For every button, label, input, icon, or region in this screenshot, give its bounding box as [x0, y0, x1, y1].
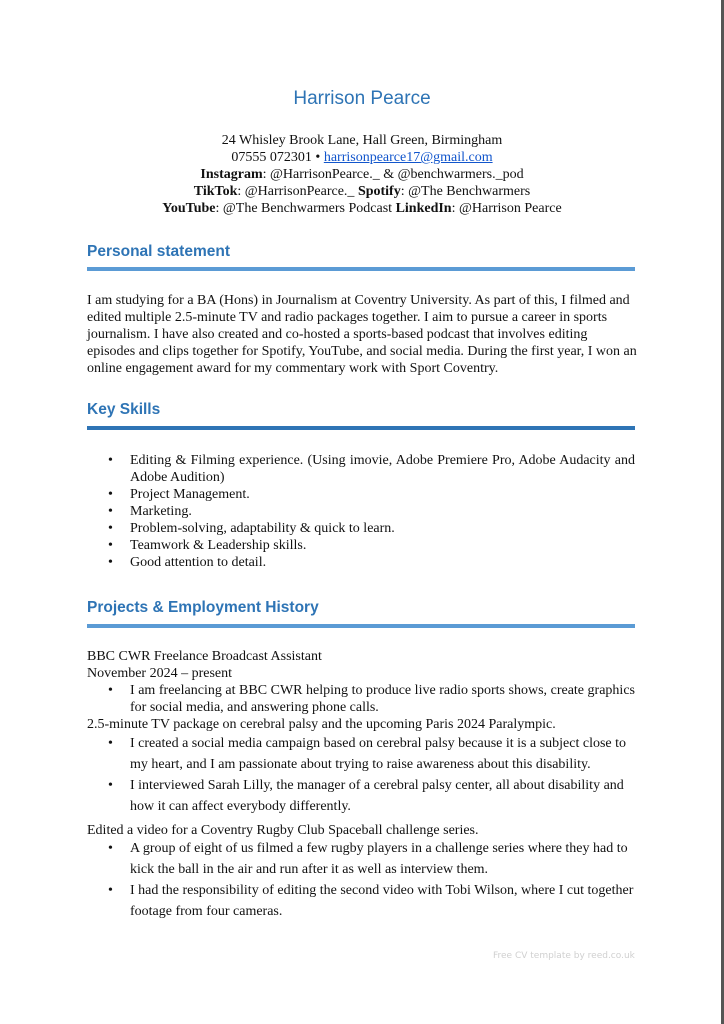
- list-item: • Editing & Filming experience. (Using imovie, Adobe Premiere Pro, Adobe Audacity and Adobe Audition): [87, 452, 635, 486]
- separator: •: [315, 150, 321, 165]
- tiktok-spotify-line: [0, 183, 724, 200]
- job-dates: November 2024 – present: [87, 666, 233, 681]
- job-bullets: [87, 682, 635, 716]
- instagram-line: [0, 166, 724, 183]
- section-title-personal-statement: Personal statement: [87, 243, 230, 260]
- phone-email-line: [0, 149, 724, 166]
- instagram-value: : @HarrisonPearce._ & @benchwarmers._pod: [262, 167, 524, 182]
- candidate-name: Harrison Pearce: [293, 88, 431, 109]
- project-bullets: [87, 838, 635, 922]
- footer-credit: Free CV template by reed.co.uk: [493, 951, 635, 961]
- list-item: • Marketing.: [87, 503, 635, 520]
- instagram-label: Instagram: [200, 167, 263, 182]
- project-title: 2.5-minute TV package on cerebral palsy and the upcoming Paris 2024 Paralympic.: [87, 717, 556, 732]
- list-item: • Teamwork & Leadership skills.: [87, 537, 635, 554]
- list-item: • Good attention to detail.: [87, 554, 635, 571]
- youtube-value: : @The Benchwarmers Podcast: [215, 201, 396, 216]
- spotify-label: Spotify: [357, 184, 401, 199]
- list-item: • Problem-solving, adaptability & quick to learn.: [87, 520, 635, 537]
- youtube-linkedin-line: [0, 200, 724, 217]
- youtube-label: YouTube: [162, 201, 216, 216]
- skills-list: [87, 452, 635, 571]
- spotify-value: : @The Benchwarmers: [400, 184, 531, 199]
- list-item: • Project Management.: [87, 486, 635, 503]
- linkedin-label: LinkedIn: [395, 201, 452, 216]
- linkedin-value: : @Harrison Pearce: [451, 201, 562, 216]
- tiktok-value: : @HarrisonPearce._: [237, 184, 358, 199]
- section-title-key-skills: Key Skills: [87, 401, 161, 418]
- list-item: • I interviewed Sarah Lilly, the manager of a cerebral palsy center, all about disability and how it can affect everybody differently.: [87, 775, 635, 817]
- list-item: • I had the responsibility of editing the second video with Tobi Wilson, where I cut together footage from four cameras.: [87, 880, 635, 922]
- section-divider: [87, 267, 635, 271]
- list-item: • I created a social media campaign based on cerebral palsy because it is a subject close to my heart, and I am passionate about trying to raise awareness about this disability.: [87, 733, 635, 775]
- personal-statement-text: I am studying for a BA (Hons) in Journalism at Coventry University. As part of this, I filmed and edited multiple 2.5-minute TV and radio packages together. I aim to pursue a career in sports journalism. I have also created and co-hosted a sports-based podcast that involves editing episodes and clips together for Spotify, YouTube, and social media. During the first year, I won an online engagement award for my commentary work with Sport Coventry.: [87, 293, 637, 376]
- section-title-projects: Projects & Employment History: [87, 599, 319, 616]
- contact-block: [0, 132, 724, 217]
- project-title: Edited a video for a Coventry Rugby Club Spaceball challenge series.: [87, 823, 479, 838]
- project-bullets: [87, 733, 635, 817]
- list-item: • A group of eight of us filmed a few rugby players in a challenge series where they had to kick the ball in the air and run after it as well as interview them.: [87, 838, 635, 880]
- tiktok-label: TikTok: [193, 184, 238, 199]
- job-title: BBC CWR Freelance Broadcast Assistant: [87, 649, 322, 664]
- section-divider: [87, 624, 635, 628]
- email-link[interactable]: harrisonpearce17@gmail.com: [323, 150, 493, 165]
- address: 24 Whisley Brook Lane, Hall Green, Birmingham: [221, 133, 503, 148]
- section-divider: [87, 426, 635, 430]
- phone: 07555 072301: [231, 150, 312, 165]
- list-item: • I am freelancing at BBC CWR helping to produce live radio sports shows, create graphics for social media, and answering phone calls.: [87, 682, 635, 716]
